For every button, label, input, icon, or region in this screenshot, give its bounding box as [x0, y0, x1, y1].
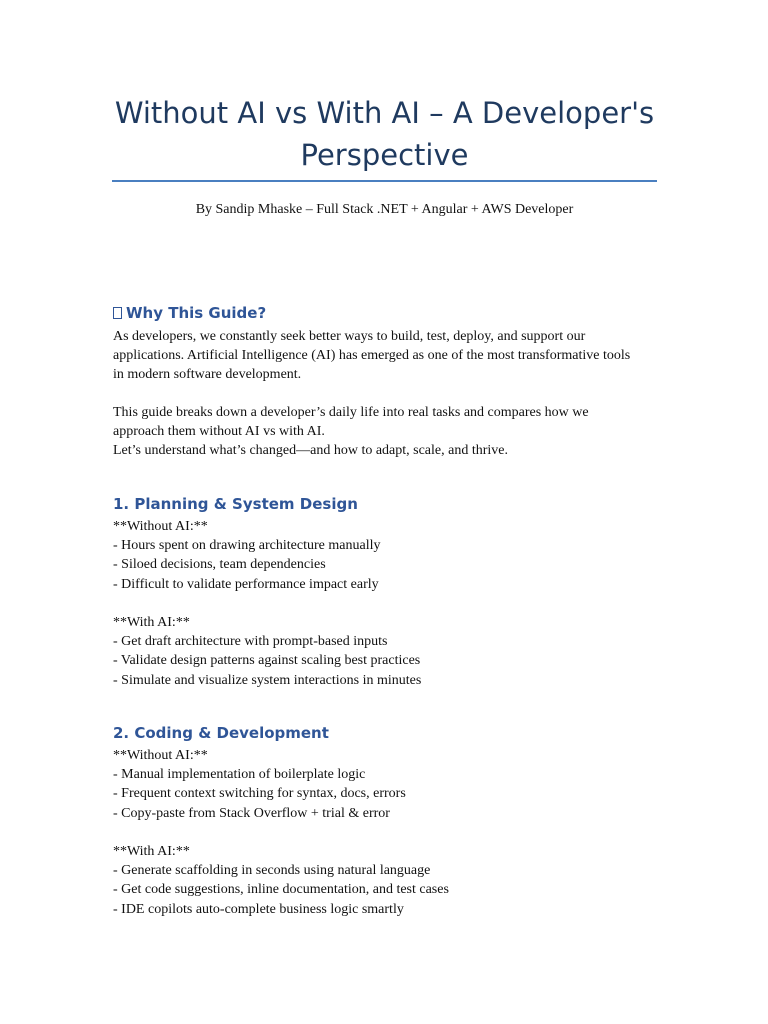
list-item: - Copy-paste from Stack Overflow + trial & error: [113, 805, 390, 821]
section-2-heading: 2. Coding & Development: [113, 724, 329, 742]
author-byline: By Sandip Mhaske – Full Stack .NET + Angular + AWS Developer: [195, 202, 574, 217]
why-heading-text: Why This Guide?: [126, 304, 267, 322]
list-item: - Manual implementation of boilerplate logic: [113, 767, 366, 783]
why-heading: [113, 303, 266, 323]
with-ai-label: **With AI:**: [113, 615, 190, 630]
without-ai-label: **Without AI:**: [113, 748, 208, 763]
section-1-with-list: [113, 613, 663, 690]
with-ai-label: **With AI:**: [113, 844, 190, 859]
list-item: - Generate scaffolding in seconds using natural language: [113, 863, 431, 879]
text-line: Let’s understand what’s changed—and how to adapt, scale, and thrive.: [113, 443, 508, 459]
text-line: As developers, we constantly seek better ways to build, test, deploy, and support our: [113, 329, 586, 344]
section-2-without-list: [113, 746, 663, 823]
list-item: - Frequent context switching for syntax, docs, errors: [113, 786, 406, 802]
list-item: - Simulate and visualize system interactions in minutes: [113, 672, 422, 688]
list-item: - Difficult to validate performance impact early: [113, 576, 379, 592]
list-item: - Siloed decisions, team dependencies: [113, 557, 326, 573]
text-line: approach them without AI vs with AI.: [113, 424, 325, 440]
list-item: - IDE copilots auto-complete business logic smartly: [113, 901, 404, 917]
text-line: This guide breaks down a developer’s daily life into real tasks and compares how we: [113, 405, 589, 420]
list-item: - Hours spent on drawing architecture manually: [113, 538, 381, 554]
missing-glyph-icon: [113, 307, 122, 319]
section-2-with-list: [113, 842, 663, 919]
document-title: Without AI vs With AI – A Developer's Perspective: [114, 96, 655, 172]
title-divider: [112, 180, 657, 182]
why-paragraph-1: [113, 327, 663, 385]
text-line: in modern software development.: [113, 367, 302, 383]
text-line: applications. Artificial Intelligence (AI) has emerged as one of the most transformative tools: [113, 348, 631, 364]
why-paragraph-2: [113, 403, 663, 461]
list-item: - Get draft architecture with prompt-based inputs: [113, 634, 388, 650]
section-1-without-list: [113, 517, 663, 594]
without-ai-label: **Without AI:**: [113, 519, 208, 534]
list-item: - Get code suggestions, inline documentation, and test cases: [113, 882, 449, 898]
section-1-heading: 1. Planning & System Design: [113, 495, 358, 513]
list-item: - Validate design patterns against scaling best practices: [113, 653, 421, 669]
